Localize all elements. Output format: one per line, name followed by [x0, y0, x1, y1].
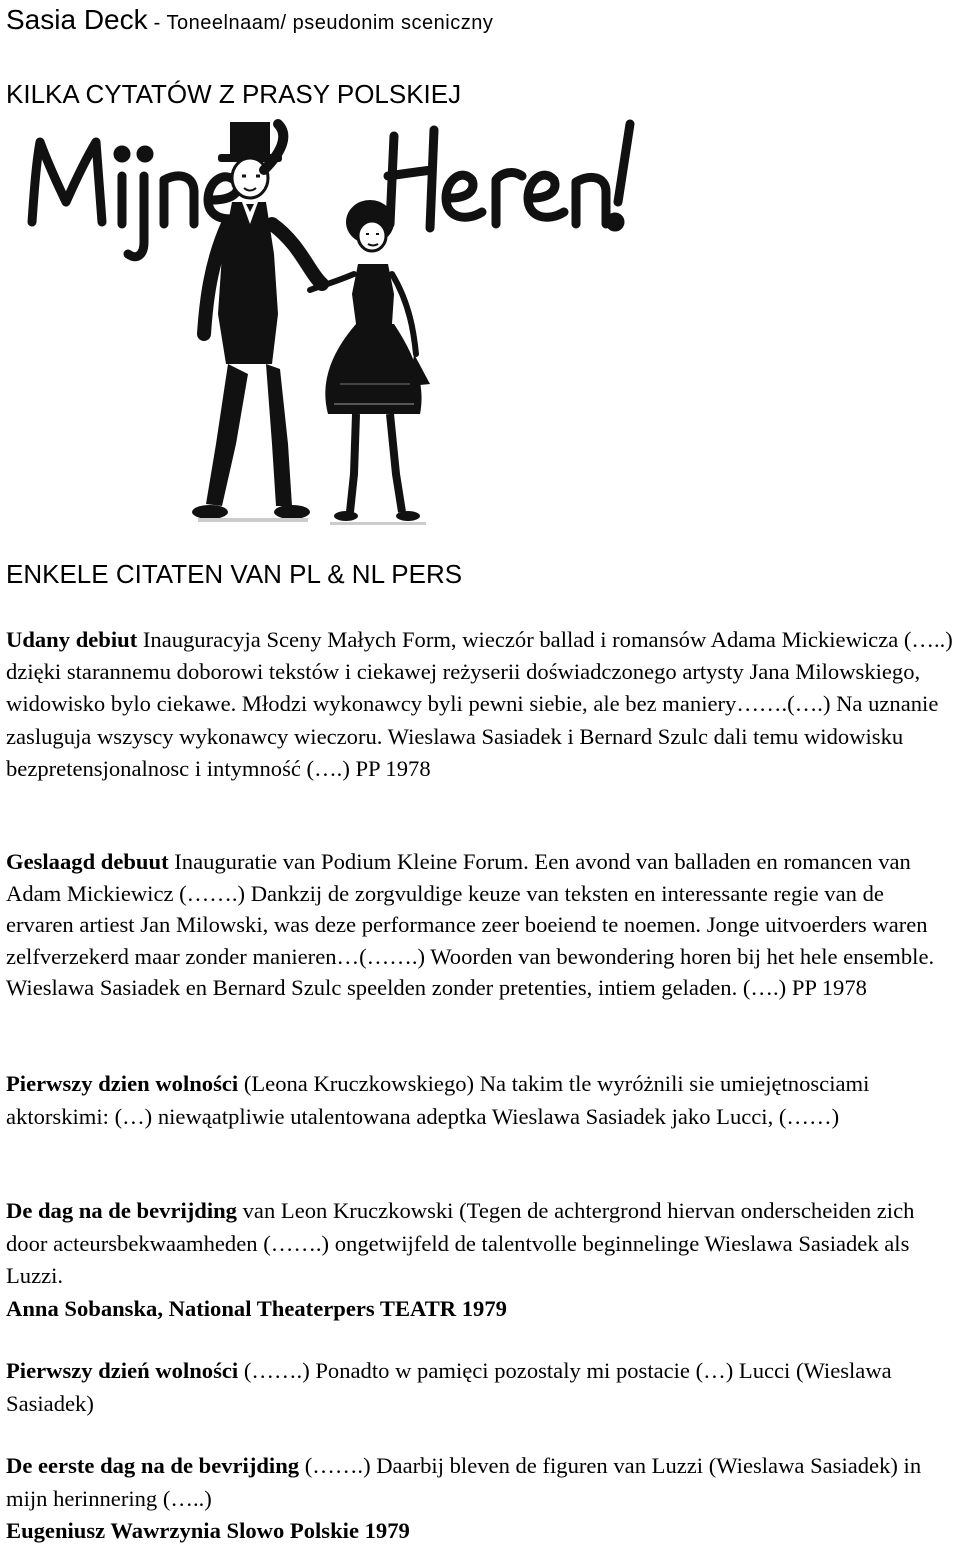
quote-pierwszy-dzien: [6, 1068, 956, 1133]
performer-name: Sasia Deck: [6, 4, 148, 35]
quote-geslaagd-debuut: [6, 846, 956, 1004]
quote-de-eerste-dag: [6, 1450, 956, 1548]
woman-figure: [310, 200, 430, 525]
quote-title: Udany debiut: [6, 627, 138, 652]
quote-title: De dag na de bevrijding: [6, 1198, 237, 1223]
quote-title: Pierwszy dzien wolności: [6, 1071, 239, 1096]
quote-pierwszy-dzien-wolnosci: [6, 1355, 956, 1420]
quote-text: Inauguracyja Sceny Małych Form, wieczór ballad i romansów Adama Mickiewicza (…..) dzięki starannemu doborowi tekstów i ciekawej reżyserii doświadczonego artysty Jana Milowskiego, widowisko bylo ciekawe. Młodzi wykonawcy byli pewni siebie, ale bez maniery…….(….) Na uznanie zasluguja wszyscy wykonawcy wieczoru. Wieslawa Sasiadek i Bernard Szulc dali temu widowisku bezpretensjonalnosc i intymność (….) PP 1978: [6, 627, 953, 781]
quote-title: Pierwszy dzień wolności: [6, 1358, 239, 1383]
quote-de-dag-na-de-bevrijding: [6, 1195, 956, 1325]
quote-text: (…….) Ponadto w pamięci pozostaly mi postacie (…) Lucci (Wieslawa Sasiadek): [6, 1358, 892, 1416]
poster-lettering: [32, 124, 630, 257]
stage-name-subtitle: - Toneelnaam/ pseudonim sceniczny: [147, 12, 494, 34]
poster-image: [10, 114, 638, 552]
quote-udany-debiut: [6, 624, 956, 785]
polish-dutch-press-heading: ENKELE CITATEN VAN PL & NL PERS: [6, 559, 463, 589]
quote-text: (Leona Kruczkowskiego) Na takim tle wyróżnili sie umiejętnosciami aktorskimi: (…) niewąatpliwie utalentowana adeptka Wieslawa Sasiadek jako Lucci, (……): [6, 1071, 870, 1129]
quote-title: De eerste dag na de bevrijding: [6, 1453, 300, 1478]
quote-source: Eugeniusz Wawrzynia Slowo Polskie 1979: [6, 1518, 410, 1543]
quote-source: Anna Sobanska, National Theaterpers TEATR 1979: [6, 1295, 507, 1321]
quote-title: Geslaagd debuut: [6, 849, 169, 874]
quote-text: Inauguratie van Podium Kleine Forum. Een avond van balladen en romancen van Adam Mickiewicz (…….) Dankzij de zorgvuldige keuze van teksten en interessante regie van de ervaren artiest Jan Milowski, was deze performance zeer boeiend te noemen. Jonge uitvoerders waren zelfverzekerd maar zonder manieren…(…….) Woorden van bewondering horen bij het hele ensemble. Wieslawa Sasiadek en Bernard Szulc speelden zonder pretenties, intiem geladen. (….) PP 1978: [6, 849, 935, 1000]
poster-illustration-couple: [10, 114, 638, 552]
quote-text: (…….) Daarbij bleven de figuren van Luzzi (Wieslawa Sasiadek) in mijn herinnering (…..): [6, 1453, 922, 1511]
polish-press-heading: KILKA CYTATÓW Z PRASY POLSKIEJ: [6, 79, 462, 109]
quote-text: van Leon Kruczkowski (Tegen de achtergrond hiervan onderscheiden zich door acteursbekwaamheden (…….) ongetwijfeld de talentvolle beginnelinge Wieslawa Sasiadek als Luzzi.: [6, 1198, 915, 1288]
page-title: [6, 2, 493, 41]
